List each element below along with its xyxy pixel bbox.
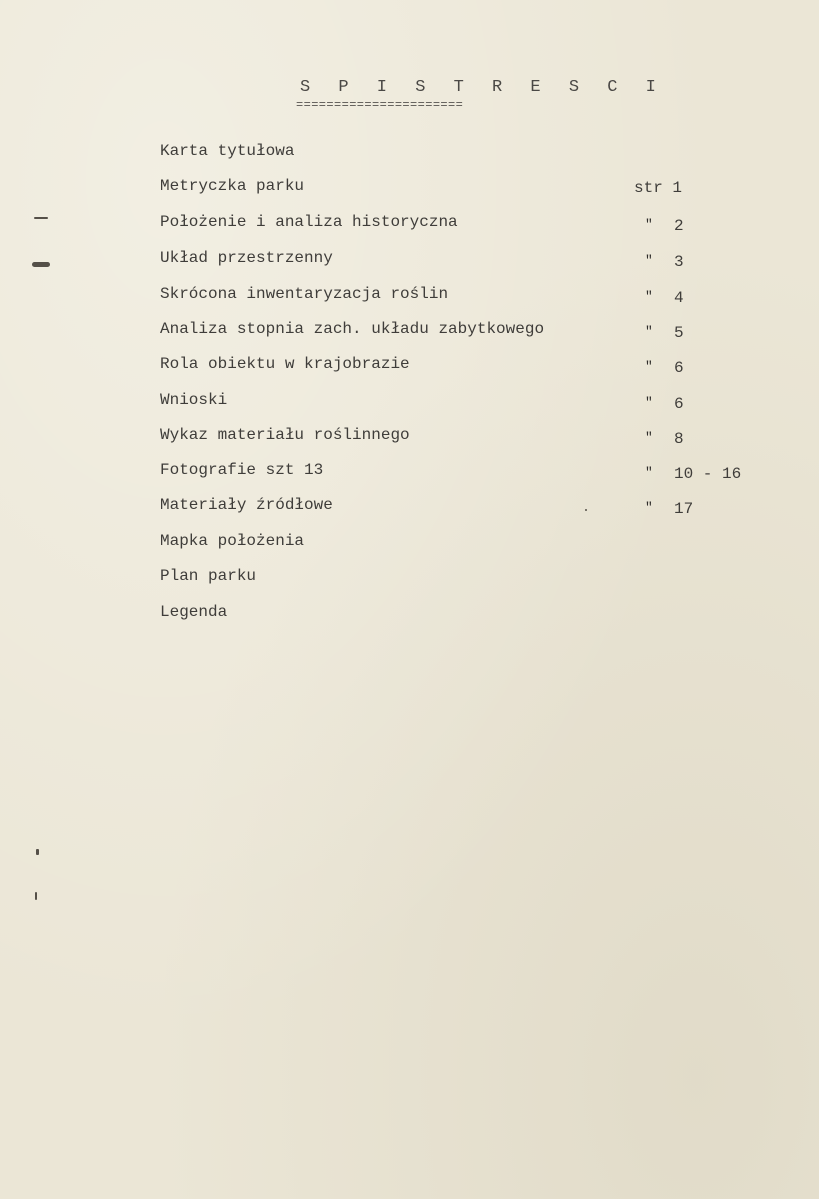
toc-row [0, 142, 819, 172]
toc-entry-label: Skrócona inwentaryzacja roślin [160, 285, 449, 303]
toc-page-number: 3 [674, 253, 684, 271]
toc-row [0, 567, 819, 597]
ditto-mark: ″ [645, 465, 653, 480]
page-title: S P I S T R E S C I [300, 78, 665, 97]
ditto-mark: ″ [645, 500, 653, 515]
toc-entry-label: Materiały źródłowe [160, 496, 333, 514]
toc-row [0, 426, 819, 456]
ditto-mark: ″ [645, 359, 653, 374]
toc-entry-label: Metryczka parku [160, 177, 305, 195]
paper-speck [585, 509, 587, 511]
toc-row [0, 355, 819, 385]
paper-speck [35, 892, 37, 900]
ditto-mark: ″ [645, 253, 653, 268]
toc-page-number: 6 [674, 395, 684, 413]
title-underline: ====================== [296, 98, 464, 112]
paper-speck [32, 262, 50, 267]
toc-page-number: 5 [674, 324, 684, 342]
toc-row [0, 603, 819, 633]
toc-entry-label: Mapka położenia [160, 532, 305, 550]
toc-entry-label: Plan parku [160, 567, 257, 585]
ditto-mark: ″ [645, 217, 653, 232]
toc-entry-label: Wnioski [160, 391, 228, 409]
toc-entry-label: Analiza stopnia zach. układu zabytkowego [160, 320, 545, 338]
toc-entry-label: Wykaz materiału roślinnego [160, 426, 410, 444]
toc-page-number: 17 [674, 500, 694, 518]
paper-speck [34, 217, 48, 219]
toc-row [0, 532, 819, 562]
ditto-mark: ″ [645, 395, 653, 410]
paper-speck [36, 849, 39, 855]
toc-page-number: 2 [674, 217, 684, 235]
toc-row [0, 213, 819, 243]
ditto-mark: ″ [645, 324, 653, 339]
toc-page-number: 6 [674, 359, 684, 377]
toc-page-number: 4 [674, 289, 684, 307]
toc-row [0, 320, 819, 350]
toc-entry-label: Rola obiektu w krajobrazie [160, 355, 410, 373]
toc-page-number: str 1 [634, 179, 683, 197]
toc-entry-label: Fotografie szt 13 [160, 461, 324, 479]
ditto-mark: ″ [645, 430, 653, 445]
toc-row [0, 177, 819, 207]
toc-entry-label: Legenda [160, 603, 228, 621]
toc-row [0, 285, 819, 315]
toc-row [0, 461, 819, 491]
toc-page-number: 8 [674, 430, 684, 448]
toc-page-number: 10 - 16 [674, 465, 742, 483]
toc-row [0, 391, 819, 421]
toc-row [0, 496, 819, 526]
toc-entry-label: Położenie i analiza historyczna [160, 213, 458, 231]
ditto-mark: ″ [645, 289, 653, 304]
toc-row [0, 249, 819, 279]
toc-entry-label: Układ przestrzenny [160, 249, 333, 267]
toc-entry-label: Karta tytułowa [160, 142, 295, 160]
